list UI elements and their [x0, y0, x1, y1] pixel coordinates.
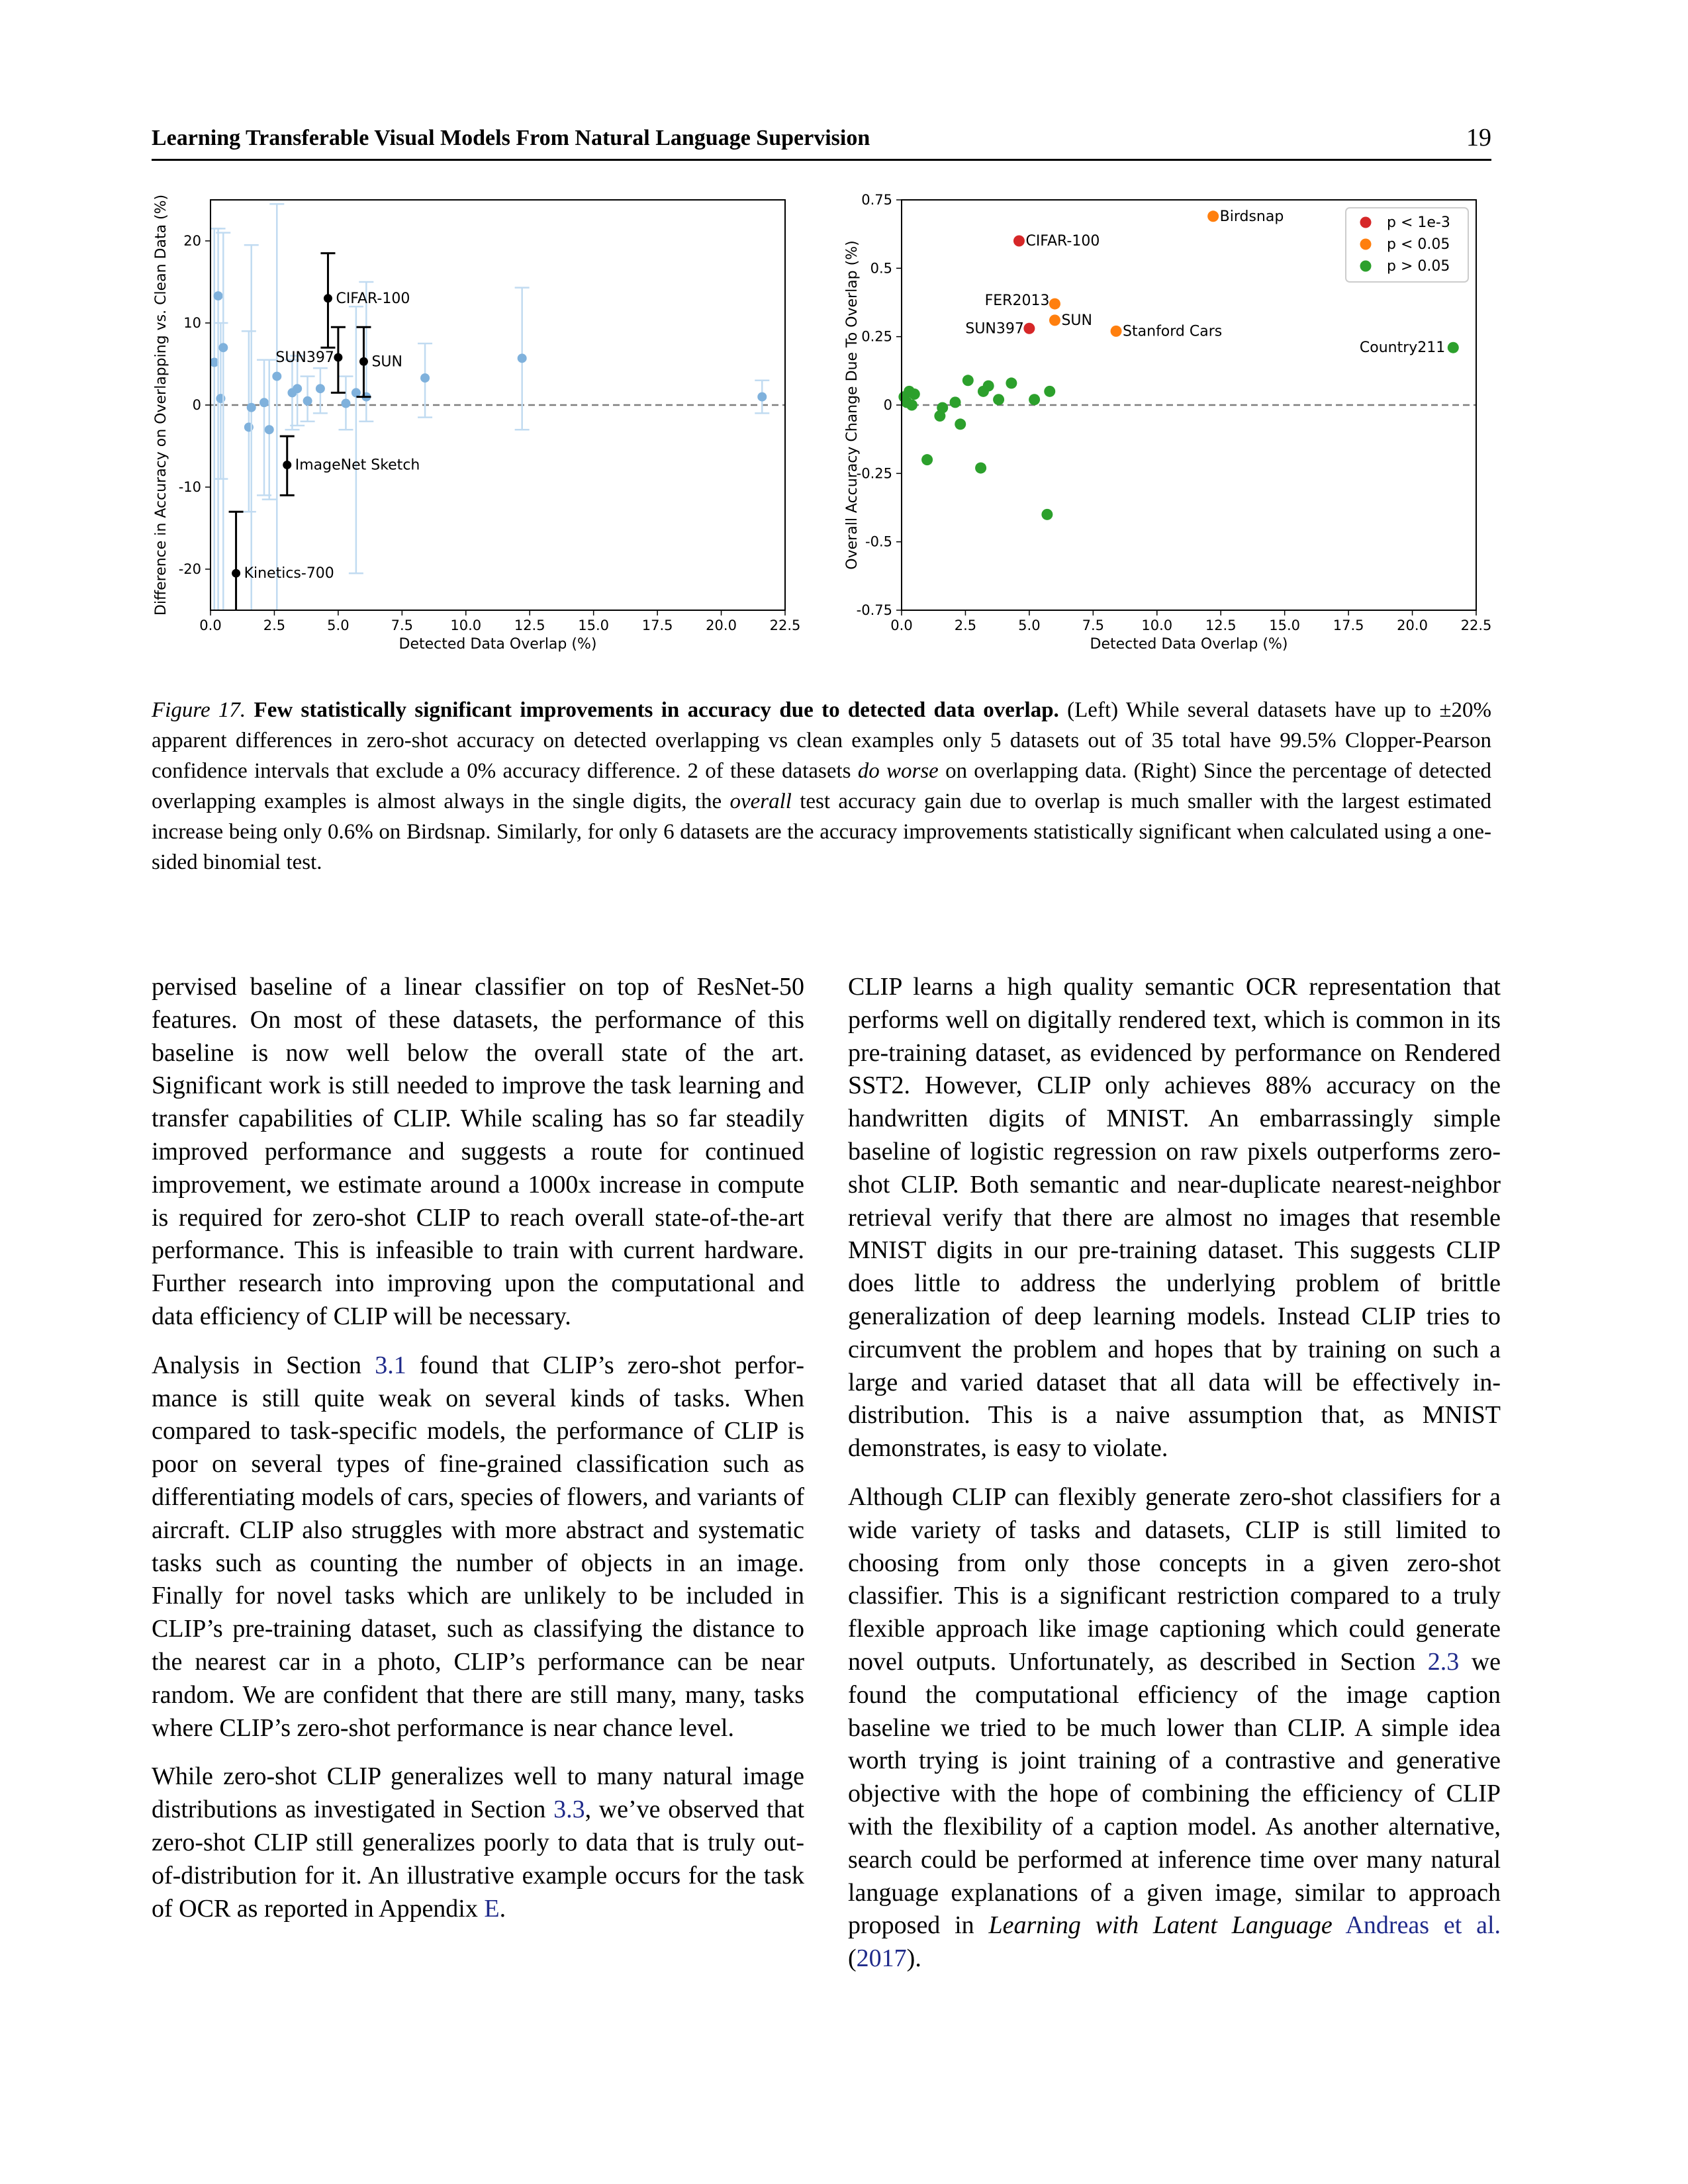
x-tick-label: 2.5	[954, 617, 977, 633]
legend-marker	[1360, 217, 1372, 228]
y-tick-label: 0.25	[861, 328, 892, 345]
caption-text: test accuracy gain due to overlap is much smaller with the largest estimated increase being only 0.6% on Birdsnap. Similarly, for only 6 datasets are the accuracy improvements statistically significant when calculated using a one-sided binomial test.	[152, 790, 1492, 874]
data-point	[1207, 210, 1219, 222]
y-tick-label: 0.5	[870, 260, 892, 277]
y-axis-label: Difference in Accuracy on Overlapping vs. Clean Data (%)	[153, 194, 169, 616]
data-point	[303, 396, 312, 406]
x-tick-label: 15.0	[578, 617, 610, 633]
legend-label: p > 0.05	[1387, 258, 1450, 275]
x-tick-label: 0.0	[890, 617, 913, 633]
text-run: , we’ve observed that zero-shot CLIP still generalizes poorly to data that is truly out-of-distribution for it. An illustrative example occurs for the task of OCR as reported in Appendix	[152, 1796, 804, 1923]
y-axis-label: Overall Accuracy Change Due To Overlap (%)	[844, 240, 861, 570]
data-point	[259, 398, 269, 407]
x-tick-label: 20.0	[706, 617, 737, 633]
data-point	[983, 381, 994, 392]
data-point-label: SUN397	[275, 349, 334, 367]
body-column-right	[848, 971, 1501, 1991]
data-point-label: Birdsnap	[1219, 208, 1284, 225]
data-point-label: Country211	[1359, 340, 1446, 357]
data-point	[1023, 323, 1035, 334]
citation-year-link[interactable]: 2017	[856, 1944, 907, 1973]
text-run: Learning with Latent Language	[988, 1911, 1333, 1940]
data-point-label: CIFAR-100	[336, 290, 410, 307]
x-tick-label: 7.5	[391, 617, 414, 633]
data-point	[324, 294, 332, 302]
caption-title: Few statistically significant improvements in accuracy due to detected data overlap.	[254, 698, 1059, 722]
section-ref-link[interactable]: 2.3	[1427, 1647, 1460, 1676]
data-point	[218, 343, 228, 352]
data-point	[955, 418, 966, 430]
x-tick-label: 12.5	[1205, 617, 1237, 633]
paragraph: CLIP learns a high quality semantic OCR representation that performs well on digitally rendered text, which is common in its pre-training dataset, as evidenced by performance on Rendered SST2. However, CLIP only achieves 88% accuracy on the handwritten digits of MNIST. An embarrassingly simple baseline of logistic regression on raw pixels outperforms zero-shot CLIP. Both semantic and near-duplicate nearest-neighbor retrieval verify that there are almost no images that resemble MNIST digits in our pre-training dataset. This suggests CLIP does little to address the underlying problem of brittle generalization of deep learning models. Instead CLIP tries to circumvent the problem and hopes that by training on such a large and varied dataset that all data will be effectively in-distribution. This is a naive assumption that, as MNIST demonstrates, is easy to violate.	[848, 973, 1501, 1463]
data-point	[909, 388, 920, 400]
y-tick-label: 0	[883, 397, 892, 413]
legend-marker	[1360, 239, 1372, 250]
data-point	[1029, 394, 1040, 405]
x-tick-label: 5.0	[327, 617, 350, 633]
caption-text: (Left) While several datasets have up to ±20% apparent differences in zero-shot accuracy on detected overlapping vs clean examples only 5 datasets out of 35 total have 99.5% Clopper-Pearson confidence intervals that exclude a 0% accuracy difference. 2 of these datasets	[152, 698, 1492, 783]
text-run: Analysis in Section	[152, 1351, 361, 1379]
body-column-left	[152, 971, 804, 1941]
right-chart	[844, 192, 1491, 653]
data-point-label: ImageNet Sketch	[295, 457, 420, 474]
data-point-label: SUN397	[965, 320, 1024, 338]
paragraph: Although CLIP can flexibly generate zero-shot classifiers for a wide variety of tasks and datasets, CLIP is still limited to choosing from only those concepts in a given zero-shot classifier. This is a significant restriction compared to a truly flexible approach like image captioning which could generate novel outputs. Unfortunately, as described in Section 2.3 we found the computational efficiency of the image caption baseline we tried to be much lower than CLIP. A simple idea worth trying is joint training of a contrastive and generative objective with the hope of combining the efficiency of CLIP with the flexibility of a caption model. As another alternative, search could be performed at inference time over many natural language explanations of a given image, similar to approach proposed in Learning with Latent Language Andreas et al. (2017).	[848, 1482, 1501, 1973]
data-point	[1013, 236, 1025, 247]
y-tick-label: -0.25	[856, 465, 892, 482]
data-point	[975, 463, 986, 474]
y-tick-label: -10	[178, 479, 201, 495]
data-point	[247, 403, 256, 412]
data-point	[757, 392, 767, 402]
figure-17	[149, 179, 1499, 668]
y-tick-label: -20	[178, 561, 201, 577]
data-point	[232, 569, 240, 578]
y-tick-label: 20	[183, 233, 201, 249]
x-axis-label: Detected Data Overlap (%)	[1090, 636, 1288, 653]
y-tick-label: 10	[183, 315, 201, 331]
page-number: 19	[1466, 124, 1491, 152]
data-point	[1448, 342, 1459, 353]
x-tick-label: 7.5	[1082, 617, 1105, 633]
data-point	[341, 399, 350, 408]
data-point	[906, 400, 917, 411]
y-tick-label: 0.75	[861, 192, 892, 208]
section-ref-link[interactable]: 3.1	[375, 1351, 406, 1379]
data-point-label: CIFAR-100	[1025, 233, 1100, 250]
running-head	[152, 126, 1491, 161]
x-tick-label: 12.5	[514, 617, 545, 633]
data-point	[265, 425, 274, 434]
caption-label: Figure 17.	[152, 698, 246, 722]
caption-emphasis: do worse	[857, 759, 939, 783]
left-chart	[153, 195, 800, 653]
x-tick-label: 5.0	[1018, 617, 1041, 633]
x-tick-label: 17.5	[1333, 617, 1364, 633]
data-point-label: FER2013	[984, 293, 1050, 310]
y-tick-label: 0	[192, 397, 201, 413]
data-point	[950, 396, 961, 408]
text-run: While zero-shot CLIP generalizes well to many natural image distributions as investigated in Section	[152, 1762, 804, 1824]
data-point	[518, 353, 527, 363]
data-point	[937, 402, 948, 414]
appendix-ref-link[interactable]: E	[484, 1894, 500, 1923]
data-point	[1049, 314, 1060, 326]
data-point	[283, 461, 291, 469]
x-tick-label: 20.0	[1397, 617, 1428, 633]
legend-label: p < 1e-3	[1387, 214, 1450, 231]
data-point	[1006, 377, 1017, 388]
text-run: Although CLIP can flexibly generate zero-shot classifiers for a wide variety of tasks and datasets, CLIP is still limited to choosing from only those concepts in a given zero-shot classifier. This is a significant restriction compared to a truly flexible approach like image captioning which could generate novel outputs. Unfortunately, as described in Section	[848, 1482, 1501, 1676]
section-ref-link[interactable]: 3.3	[553, 1796, 585, 1824]
figure-caption	[152, 695, 1491, 878]
x-tick-label: 15.0	[1269, 617, 1301, 633]
data-point	[921, 454, 933, 465]
x-tick-label: 22.5	[769, 617, 801, 633]
x-tick-label: 0.0	[199, 617, 222, 633]
paragraph	[152, 1760, 804, 1925]
citation-link[interactable]: Andreas et al.	[1345, 1911, 1501, 1940]
legend-label: p < 0.05	[1387, 236, 1450, 253]
data-point	[1049, 298, 1060, 310]
data-point	[214, 291, 223, 300]
data-point	[993, 394, 1004, 405]
x-tick-label: 17.5	[641, 617, 673, 633]
data-point	[1044, 386, 1055, 397]
data-point	[420, 373, 430, 383]
running-title: Learning Transferable Visual Models From Natural Language Supervision	[152, 126, 870, 150]
caption-text: on overlapping data. (Right) Since the percentage of detected overlapping examples is almost always in the single digits, the	[152, 759, 1492, 813]
legend	[1346, 208, 1468, 282]
data-point-label: SUN	[1061, 312, 1092, 329]
data-point-label: Kinetics-700	[244, 565, 334, 582]
text-run: .	[915, 1944, 921, 1973]
y-tick-label: -0.5	[865, 533, 892, 550]
data-point-label: SUN	[371, 353, 402, 371]
data-points-layer	[207, 204, 769, 618]
x-tick-label: 10.0	[1141, 617, 1173, 633]
paragraph	[152, 1349, 804, 1745]
data-point	[1041, 509, 1053, 520]
x-tick-label: 22.5	[1460, 617, 1492, 633]
x-tick-label: 10.0	[450, 617, 482, 633]
x-axis-label: Detected Data Overlap (%)	[399, 636, 597, 653]
paragraph: pervised baseline of a linear classifier on top of ResNet-50 features. On most of these datasets, the performance of this baseline is now well below the overall state of the art. Significant work is still needed to improve the task learning and transfer capabilities of CLIP. While scaling has so far steadily improved performance and suggests a route for continued improvement, we estimate around a 1000x increase in compute is required for zero-shot CLIP to reach overall state-of-the-art performance. This is infeasible to train with current hardware. Further research into improving upon the computational and data efficiency of CLIP will be necessary.	[152, 973, 804, 1330]
data-point	[1111, 326, 1122, 337]
text-run: .	[499, 1894, 506, 1923]
data-point	[272, 372, 281, 381]
data-point-label: Stanford Cars	[1123, 323, 1223, 340]
text-run: found that CLIP’s zero-shot performance is still quite weak on several kinds of tasks. When compared to task-specific models, the performance of CLIP is poor on several types of fine-grained classification such as differentiating models of cars, species of flowers, and variants of aircraft. CLIP also struggles with more abstract and systematic tasks such as counting the number of objects in an image. Finally for novel tasks which are unlikely to be included in CLIP’s pre-training dataset, such as classifying the distance to the nearest car in a photo, CLIP’s performance can be near random. We are confident that there are still many, many, tasks where CLIP’s zero-shot performance is near chance level.	[152, 1351, 804, 1742]
data-point	[962, 375, 974, 386]
data-point	[359, 357, 368, 366]
x-tick-label: 2.5	[263, 617, 286, 633]
data-point	[293, 384, 302, 393]
legend-marker	[1360, 261, 1372, 272]
data-point	[334, 353, 342, 362]
data-point	[316, 384, 325, 393]
y-tick-label: -0.75	[856, 602, 892, 618]
text-run: we found the computational efficiency of the image caption baseline we tried to be much lower than CLIP. A simple idea worth trying is joint training of a contrastive and generative objective with the hope of combining the efficiency of CLIP with the flexibility of a caption model. As another alternative, search could be performed at inference time over many natural language explanations of a given image, similar to approach proposed in	[848, 1647, 1501, 1940]
caption-emphasis: overall	[729, 790, 792, 813]
